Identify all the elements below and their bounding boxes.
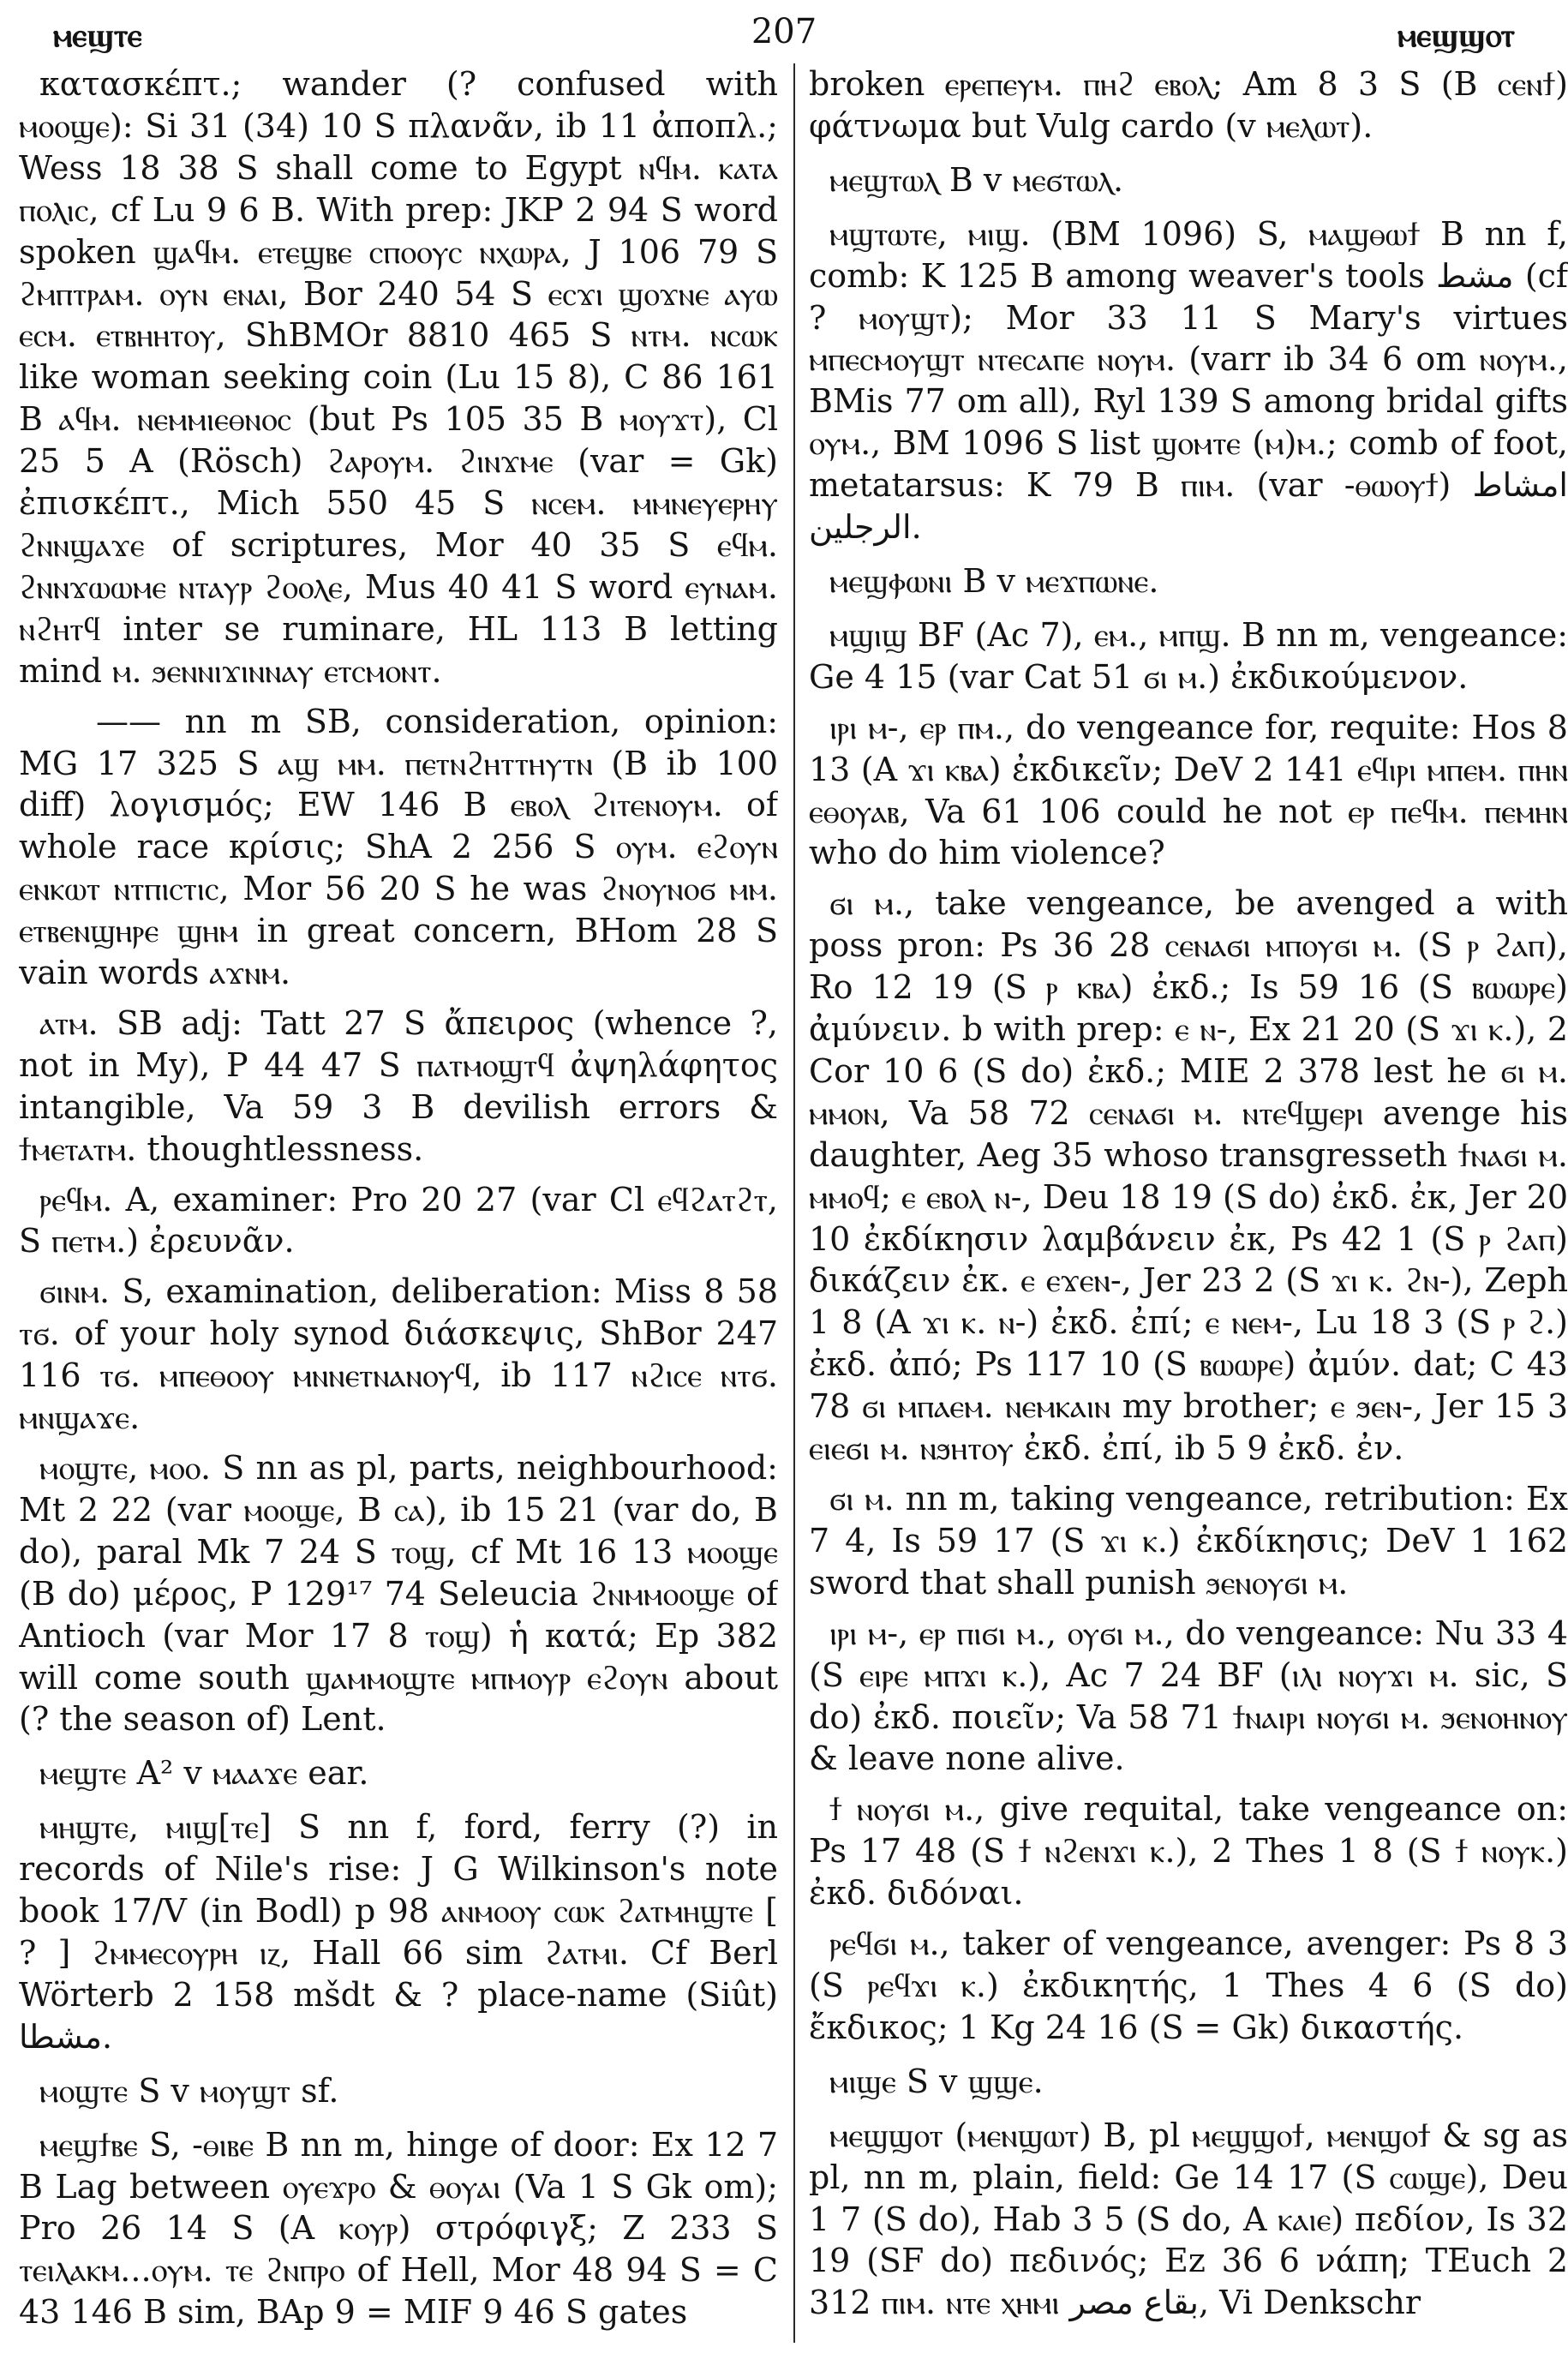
entry-ti-nouci-m: ϯ ⲛⲟⲩϭⲓ ⲙ., give requital, take vengeance on: Ps 17 48 (S ϯ ⲛϩⲉⲛϫⲓ ⲕ.), 2 Thes 1 8 (S ϯ ⲛⲟⲩⲕ.) ἐκδ. διδόναι. xyxy=(809,1790,1568,1913)
entry-ci-m: ϭⲓ ⲙ., take vengeance, be avenged a with poss pron: Ps 36 28 ⲥⲉⲛⲁϭⲓ ⲙⲡⲟⲩϭⲓ ⲙ. (S ⲣ ϩⲁⲡ), Ro 12 19 (S ⲣ ⲕⲃⲁ) ἐκδ.; Is 59 16 (S ⲃⲱⲱⲣⲉ) ἀμύνειν. b with prep: ⲉ ⲛ-, Ex 21 20 (S ϫⲓ ⲕ.), 2 Cor 10 6 (S do) ἐκδ.; MIE 2 378 lest he ϭⲓ ⲙ. ⲙⲙⲟⲛ, Va 58 72 ⲥⲉⲛⲁϭⲓ ⲙ. ⲛⲧⲉϥϣⲉⲣⲓ avenge his daughter, Aeg 35 whoso transgresseth ϯⲛⲁϭⲓ ⲙ. ⲙⲙⲟϥ; ⲉ ⲉⲃⲟⲗ ⲛ-, Deu 18 19 (S do) ἐκδ. ἐκ, Jer 20 10 ἐκδίκησιν λαμβάνειν ἐκ, Ps 42 1 (S ⲣ ϩⲁⲡ) δικάζειν ἐκ. ⲉ ⲉϫⲉⲛ-, Jer 23 2 (S ϫⲓ ⲕ. ϩⲛ-), Zeph 1 8 (A ϫⲓ ⲕ. ⲛ-) ἐκδ. ἐπί; ⲉ ⲛⲉⲙ-, Lu 18 3 (S ⲣ ϩ.) ἐκδ. ἀπό; Ps 117 10 (S ⲃⲱⲱⲣⲉ) ἀμύν. dat; C 43 78 ϭⲓ ⲙⲡⲁⲉⲙ. ⲛⲉⲙⲕⲁⲓⲛ my brother; ⲉ ϧⲉⲛ-, Jer 15 3 ⲉⲓⲉϭⲓ ⲙ. ⲛϧⲏⲧⲟⲩ ἐκδ. ἐπί, ib 5 9 ἐκδ. ἐν. xyxy=(809,884,1568,1468)
page-number: 207 xyxy=(751,12,817,51)
left-column xyxy=(19,63,778,2351)
entry-iri-m-pici: ⲓⲣⲓ ⲙ-, ⲉⲣ ⲡⲓϭⲓ ⲙ., ⲟⲩϭⲓ ⲙ., do vengeance: Nu 33 4 (S ⲉⲓⲣⲉ ⲙⲡϫⲓ ⲕ.), Ac 7 24 BF (ⲓⲗⲓ ⲛⲟⲩϫⲓ ⲙ. sic, S do) ἐκδ. ποιεῖν; Va 58 71 ϯⲛⲁⲓⲣⲓ ⲛⲟⲩϭⲓ ⲙ. ϧⲉⲛⲟⲏⲛⲟⲩ & leave none alive. xyxy=(809,1614,1568,1778)
entry-meshtbe: ⲙⲉϣϯⲃⲉ S, -ⲑⲓⲃⲉ B nn m, hinge of door: Ex 12 7 B Lag between ⲟⲩⲉϫⲣⲟ & ⲑⲟⲩⲁⲓ (Va 1 S Gk om); Pro 26 14 S (A ⲕⲟⲩⲣ) στρόφιγξ; Z 233 S ⲧⲉⲓⲗⲁⲕⲙ...ⲟⲩⲙ. ⲧⲉ ϩⲛⲡⲣⲟ of Hell, Mor 48 94 S = C 43 146 B sim, BAp 9 = MIF 9 46 S gates xyxy=(19,2125,778,2332)
entry-hinge-continued: broken ⲉⲣⲉⲡⲉⲩⲙ. ⲡⲏϩ ⲉⲃⲟⲗ; Am 8 3 S (B ⲥⲉⲛϯ) φάτνωμα but Vulg cardo (v ⲙⲉⲗⲱⲧ). xyxy=(809,65,1568,145)
entry-cinm: ϭⲓⲛⲙ. S, examination, deliberation: Miss 8 58 ⲧϭ. of your holy synod διάσκεψις, ShBor 247 116 ⲧϭ. ⲙⲡⲉⲑⲟⲟⲩ ⲙⲛⲛⲉⲧⲛⲁⲛⲟⲩϥ, ib 117 ⲛϩⲓⲥⲉ ⲛⲧϭ. ⲙⲛϣⲁϫⲉ. xyxy=(19,1272,778,1437)
running-head-right: ⲙⲉϣϣⲟⲧ xyxy=(1397,15,1515,54)
entry-iri-m: ⲓⲣⲓ ⲙ-, ⲉⲣ ⲡⲙ., do vengeance for, requite: Hos 8 13 (A ϫⲓ ⲕⲃⲁ) ἐκδικεῖν; DeV 2 141 ⲉϥⲓⲣⲓ ⲙⲡⲉⲙ. ⲡⲏⲛ ⲉⲑⲟⲩⲁⲃ, Va 61 106 could he not ⲉⲣ ⲡⲉϥⲙ. ⲡⲉⲙⲏⲛ who do him violence? xyxy=(809,708,1568,872)
entry-atm: ⲁⲧⲙ. SB adj: Tatt 27 S ἄπειρος (whence ?, not in My), P 44 47 S ⲡⲁⲧⲙⲟϣⲧϥ ἀψηλάφητος intangible, Va 59 3 B devilish errors & ϯⲙⲉⲧⲁⲧⲙ. thoughtlessness. xyxy=(19,1003,778,1168)
entry-meshshot: ⲙⲉϣϣⲟⲧ (ⲙⲉⲛϣⲱⲧ) B, pl ⲙⲉϣϣⲟϯ, ⲙⲉⲛϣⲟϯ & sg as pl, nn m, plain, field: Ge 14 17 (S ⲥⲱϣⲉ), Deu 1 7 (S do), Hab 3 5 (S do, A ⲕⲁⲓⲉ) πεδίον, Is 32 19 (SF do) πεδινός; Ez 36 6 νάπη; TEuch 2 312 ⲡⲓⲙ. ⲛⲧⲉ ⲭⲏⲙⲓ بقاع مصر, Vi Denkschr xyxy=(809,2116,1568,2322)
right-column xyxy=(809,63,1568,2351)
entry-meshte-continued: κατασκέπτ.; wander (? confused with ⲙⲟⲟϣⲉ): Si 31 (34) 10 S πλανᾶν, ib 11 ἀποπλ.; Wess 18 38 S shall come to Egypt ⲛϥⲙ. ⲕⲁⲧⲁ ⲡⲟⲗⲓⲥ, cf Lu 9 6 B. With prep: JKP 2 94 S word spoken ϣⲁϥⲙ. ⲉⲧⲉϣⲃⲉ ⲥⲡⲟⲟⲩⲥ ⲛⲭⲱⲣⲁ, J 106 79 S ϩⲙⲡⲧⲣⲁⲙ. ⲟⲩⲛ ⲉⲛⲁⲓ, Bor 240 54 S ⲉⲥϫⲓ ϣⲟϫⲛⲉ ⲁⲩⲱ ⲉⲥⲙ. ⲉⲧⲃⲏⲏⲧⲟⲩ, ShBMOr 8810 465 S ⲛⲧⲙ. ⲛⲥⲱⲕ like woman seeking coin (Lu 15 8), C 86 161 B ⲁϥⲙ. ⲛⲉⲙⲙⲓⲉⲑⲛⲟⲥ (but Ps 105 35 B ⲙⲟⲩϫⲧ), Cl 25 5 A (Rösch) ϩⲁⲣⲟⲩⲙ. ϩⲓⲛϫⲙⲉ (var = Gk) ἐπισκέπτ., Mich 550 45 S ⲛⲥⲉⲙ. ⲙⲙⲛⲉⲩⲉⲣⲏⲩ ϩⲛⲛϣⲁϫⲉ of scriptures, Mor 40 35 S ⲉϥⲙ. ϩⲛⲛϫⲱⲱⲙⲉ ⲛⲧⲁⲩⲣ ϩⲟⲟⲗⲉ, Mus 40 41 S word ⲉⲩⲛⲁⲙ. ⲛϩⲏⲧϥ inter se ruminare, HL 113 B letting mind ⲙ. ϧⲉⲛⲛⲓϫⲓⲛⲛⲁⲩ ⲉⲧⲥⲙⲟⲛⲧ. xyxy=(19,65,778,690)
entry-moshte-s: ⲙⲟϣⲧⲉ S v ⲙⲟⲩϣⲧ sf. xyxy=(39,2071,339,2110)
entry-meshte-a2: ⲙⲉϣⲧⲉ A² v ⲙⲁⲁϫⲉ ear. xyxy=(39,1754,369,1793)
entry-mshish: ⲙϣⲓϣ BF (Ac 7), ⲉⲙ., ⲙⲡϣ. B nn m, vengeance: Ge 4 15 (var Cat 51 ϭⲓ ⲙ.) ἐκδικούμενον. xyxy=(809,615,1568,696)
page-header xyxy=(19,9,1549,60)
entry-meshphwni: ⲙⲉϣⲫⲱⲛⲓ B v ⲙⲉϫⲡⲱⲛⲉ. xyxy=(829,561,1159,600)
column-divider xyxy=(793,63,795,2343)
running-head-left: ⲙⲉϣⲧⲉ xyxy=(53,15,142,54)
entry-mhshte: ⲙⲏϣⲧⲉ, ⲙⲓϣ[ⲧⲉ] S nn f, ford, ferry (?) in records of Nile's rise: J G Wilkinson's note book 17/V (in Bodl) p 98 ⲁⲛⲙⲟⲟⲩ ⲥⲱⲕ ϩⲁⲧⲙⲏϣⲧⲉ [ ? ] ϩⲙⲙⲉⲥⲟⲩⲣⲏ ⲓⲍ, Hall 66 sim ϩⲁⲧⲙⲓ. Cf Berl Wörterb 2 158 mšdt & ? place-name (Siût) مشطا. xyxy=(19,1808,778,2056)
entry-meshtol: ⲙⲉϣⲧⲱⲗ B v ⲙⲉϭⲧⲱⲗ. xyxy=(829,160,1124,199)
entry-refci-m: ⲣⲉϥϭⲓ ⲙ., taker of vengeance, avenger: Ps 8 3 (S ⲣⲉϥϫⲓ ⲕ.) ἐκδικητής, 1 Thes 4 6 (S do) ἔκδικος; 1 Kg 24 16 (S = Gk) δικαστής. xyxy=(809,1925,1568,2046)
entry-ci-m-noun: ϭⲓ ⲙ. nn m, taking vengeance, retribution: Ex 7 4, Is 59 17 (S ϫⲓ ⲕ.) ἐκδίκησις; DeV 1 162 sword that shall punish ϧⲉⲛⲟⲩϭⲓ ⲙ. xyxy=(809,1480,1568,1602)
entry-refm: ⲣⲉϥⲙ. A, examiner: Pro 20 27 (var Cl ⲉϥϩⲁⲧϩⲧ, S ⲡⲉⲧⲙ.) ἐρευνᾶν. xyxy=(19,1180,778,1260)
entry-meshte-noun: —— nn m SB, consideration, opinion: MG 17 325 S ⲁϣ ⲙⲙ. ⲡⲉⲧⲛϩⲏⲧⲧⲏⲩⲧⲛ (B ib 100 diff) λογισμός; EW 146 B ⲉⲃⲟⲗ ϩⲓⲧⲉⲛⲟⲩⲙ. of whole race κρίσις; ShA 2 256 S ⲟⲩⲙ. ⲉϩⲟⲩⲛ ⲉⲛⲕⲱⲧ ⲛⲧⲡⲓⲥⲧⲓⲥ, Mor 56 20 S he was ϩⲛⲟⲩⲛⲟϭ ⲙⲙ. ⲉⲧⲃⲉⲛϣⲏⲣⲉ ϣⲏⲙ in great concern, BHom 28 S vain words ⲁϫⲛⲙ. xyxy=(19,702,778,992)
entry-mshtote: ⲙϣⲧⲱⲧⲉ, ⲙⲓϣ. (BM 1096) S, ⲙⲁϣⲑⲱϯ B nn f, comb: K 125 B among weaver's tools مشط (cf ? ⲙⲟⲩϣⲧ); Mor 33 11 S Mary's virtues ⲙⲡⲉⲥⲙⲟⲩϣⲧ ⲛⲧⲉⲥⲁⲡⲉ ⲛⲟⲩⲙ. (varr ib 34 6 om ⲛⲟⲩⲙ., BMis 77 om all), Ryl 139 S among bridal gifts ⲟⲩⲙ., BM 1096 S list ϣⲟⲙⲧⲉ (ⲙ)ⲙ.; comb of foot, metatarsus: K 79 B ⲡⲓⲙ. (var -ⲑⲱⲟⲩϯ) امشاط الرجلين. xyxy=(809,214,1568,547)
entry-moshte: ⲙⲟϣⲧⲉ, ⲙⲟⲟ. S nn as pl, parts, neighbourhood: Mt 2 22 (var ⲙⲟⲟϣⲉ, B ⲥⲁ), ib 15 21 (var do, B do), paral Mk 7 24 S ⲧⲟϣ, cf Mt 16 13 ⲙⲟⲟϣⲉ (B do) μέρος, P 129¹⁷ 74 Seleucia ϩⲛⲙⲙⲟⲟϣⲉ of Antioch (var Mor 17 8 ⲧⲟϣ) ἡ κατά; Ep 382 will come south ϣⲁⲙⲙⲟϣⲧⲉ ⲙⲡⲙⲟⲩⲣ ⲉϩⲟⲩⲛ about (? the season of) Lent. xyxy=(19,1449,778,1739)
entry-mishe-s: ⲙⲓϣⲉ S v ϣϣⲉ. xyxy=(829,2062,1044,2100)
